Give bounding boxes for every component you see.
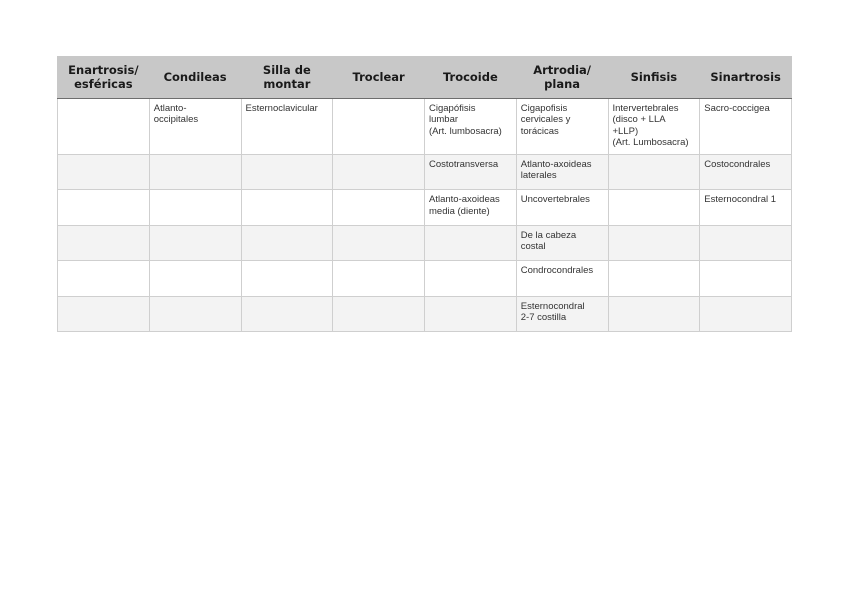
header-troclear: Troclear — [333, 56, 425, 98]
table-cell — [58, 98, 150, 154]
table-row — [58, 296, 792, 332]
table-cell — [58, 296, 150, 332]
table-cell — [58, 261, 150, 297]
table-cell — [149, 225, 241, 261]
table-cell — [241, 296, 333, 332]
table-cell — [58, 154, 150, 190]
table-cell: Atlanto-axoideas laterales — [516, 154, 608, 190]
table-cell — [608, 154, 700, 190]
table-cell — [333, 261, 425, 297]
table-cell: De la cabeza costal — [516, 225, 608, 261]
table-cell: Esternocondral 2-7 costilla — [516, 296, 608, 332]
table-cell: Cigapofisis cervicales y torácicas — [516, 98, 608, 154]
table-cell: Condrocondrales — [516, 261, 608, 297]
joint-classification-table — [57, 56, 792, 332]
table-cell — [149, 296, 241, 332]
header-sinfisis: Sinfisis — [608, 56, 700, 98]
table-row — [58, 225, 792, 261]
table-cell — [241, 154, 333, 190]
table-row — [58, 154, 792, 190]
table-cell — [608, 225, 700, 261]
header-artrodia: Artrodia/ plana — [516, 56, 608, 98]
table-cell — [700, 225, 792, 261]
header-silla-de-montar: Silla de montar — [241, 56, 333, 98]
table-cell: Costotransversa — [425, 154, 517, 190]
table-cell — [241, 261, 333, 297]
table-row — [58, 190, 792, 226]
table-cell: Intervertebrales (disco + LLA +LLP) (Art. Lumbosacra) — [608, 98, 700, 154]
table-cell: Sacro-coccigea — [700, 98, 792, 154]
table-cell — [425, 261, 517, 297]
table-cell — [425, 296, 517, 332]
table-cell — [333, 190, 425, 226]
table-cell — [58, 225, 150, 261]
table-cell — [241, 225, 333, 261]
header-row — [58, 56, 792, 98]
table-cell: Costocondrales — [700, 154, 792, 190]
table-cell: Cigapófisis lumbar (Art. lumbosacra) — [425, 98, 517, 154]
table-cell — [58, 190, 150, 226]
table-cell: Esternocondral 1 — [700, 190, 792, 226]
table-cell — [608, 261, 700, 297]
table-cell — [333, 98, 425, 154]
table-row — [58, 98, 792, 154]
table-cell — [333, 154, 425, 190]
table-cell — [149, 190, 241, 226]
table-cell — [425, 225, 517, 261]
table-row — [58, 261, 792, 297]
table-cell — [608, 296, 700, 332]
table-cell — [700, 261, 792, 297]
table-cell — [333, 296, 425, 332]
table-cell: Atlanto- occipitales — [149, 98, 241, 154]
table-cell: Uncovertebrales — [516, 190, 608, 226]
table-cell — [333, 225, 425, 261]
table-cell — [149, 261, 241, 297]
header-trocoide: Trocoide — [425, 56, 517, 98]
table-cell: Atlanto-axoideas media (diente) — [425, 190, 517, 226]
header-enartrosis: Enartrosis/ esféricas — [58, 56, 150, 98]
table-cell — [608, 190, 700, 226]
table-cell — [149, 154, 241, 190]
table-cell — [700, 296, 792, 332]
header-sinartrosis: Sinartrosis — [700, 56, 792, 98]
table-cell: Esternoclavicular — [241, 98, 333, 154]
header-condileas: Condileas — [149, 56, 241, 98]
table-cell — [241, 190, 333, 226]
